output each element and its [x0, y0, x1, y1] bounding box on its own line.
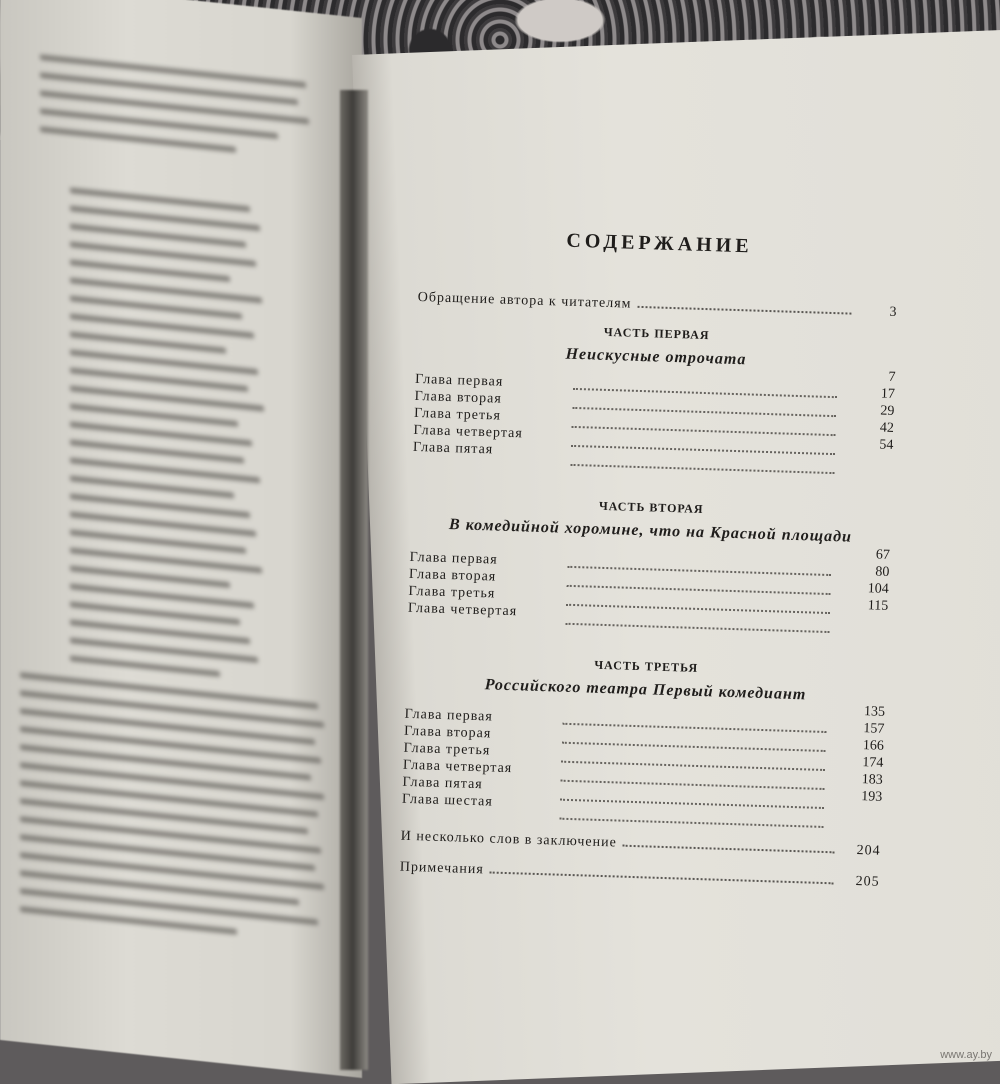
chapter-label: Глава первая	[414, 371, 504, 390]
chapter-label: Глава первая	[404, 706, 493, 725]
toc-entry-intro	[417, 290, 897, 324]
dot-leaders	[562, 377, 845, 481]
book-gutter	[340, 90, 368, 1070]
chapter-page: 42	[879, 420, 895, 436]
part-1-heading: ЧАСТЬ ПЕРВАЯ	[603, 324, 710, 343]
dot-leaders	[557, 555, 839, 640]
chapter-page: 115	[867, 598, 889, 614]
chapter-page: 67	[875, 547, 891, 563]
part-3-heading: ЧАСТЬ ТРЕТЬЯ	[594, 657, 699, 675]
chapter-label: Глава третья	[413, 405, 502, 424]
chapter-page: 193	[861, 789, 883, 805]
dot-leader	[637, 306, 851, 315]
dot-leader	[490, 872, 834, 885]
chapter-page: 54	[879, 437, 894, 453]
chapter-label: Глава пятая	[402, 774, 483, 793]
part-2-heading: ЧАСТЬ ВТОРАЯ	[598, 498, 704, 517]
chapter-page: 135	[863, 704, 886, 720]
toc-title: СОДЕРЖАНИЕ	[566, 229, 753, 258]
part-2-title: В комедийной хоромине, что на Красной площади	[448, 516, 853, 546]
chapter-page: 104	[867, 581, 890, 597]
chapter-label: Глава четвертая	[407, 600, 518, 620]
entry-page: 3	[889, 304, 898, 321]
site-watermark: www.ay.by	[940, 1049, 992, 1061]
toc-entry-conclusion	[400, 829, 880, 863]
entry-label: Обращение автора к читателям	[417, 289, 632, 312]
entry-page: 204	[856, 843, 881, 859]
entry-page: 205	[855, 874, 880, 890]
chapter-label: Глава четвертая	[402, 757, 513, 777]
chapter-label: Глава пятая	[412, 439, 494, 458]
chapter-page: 166	[862, 738, 885, 754]
chapter-page: 80	[875, 564, 890, 580]
dot-leaders	[551, 711, 834, 834]
chapter-label: Глава вторая	[403, 723, 492, 742]
chapter-label: Глава третья	[408, 583, 496, 602]
chapter-page: 29	[880, 403, 895, 419]
chapter-page: 174	[862, 755, 884, 771]
chapter-page: 7	[888, 369, 896, 386]
chapter-label: Глава третья	[403, 740, 491, 759]
table-of-contents	[399, 225, 899, 894]
chapter-label: Глава первая	[409, 549, 498, 568]
chapter-page: 183	[861, 772, 884, 788]
part-1-chapters	[412, 369, 896, 482]
part-3-title: Российского театра Первый комедиант	[484, 676, 807, 704]
chapter-page: 17	[880, 386, 896, 402]
chapter-label: Глава шестая	[401, 791, 494, 810]
chapter-page: 157	[863, 721, 885, 737]
chapter-label: Глава четвертая	[413, 422, 523, 442]
chapter-label: Глава вторая	[408, 566, 497, 585]
dot-leader	[623, 845, 835, 854]
left-page-blurred	[0, 0, 362, 1078]
entry-label: Примечания	[399, 859, 485, 878]
part-2-chapters	[407, 547, 891, 641]
entry-label: И несколько слов в заключение	[400, 828, 618, 851]
part-3-chapters	[401, 704, 886, 836]
chapter-label: Глава вторая	[414, 388, 503, 407]
part-1-title: Неискусные отрочата	[565, 345, 747, 369]
